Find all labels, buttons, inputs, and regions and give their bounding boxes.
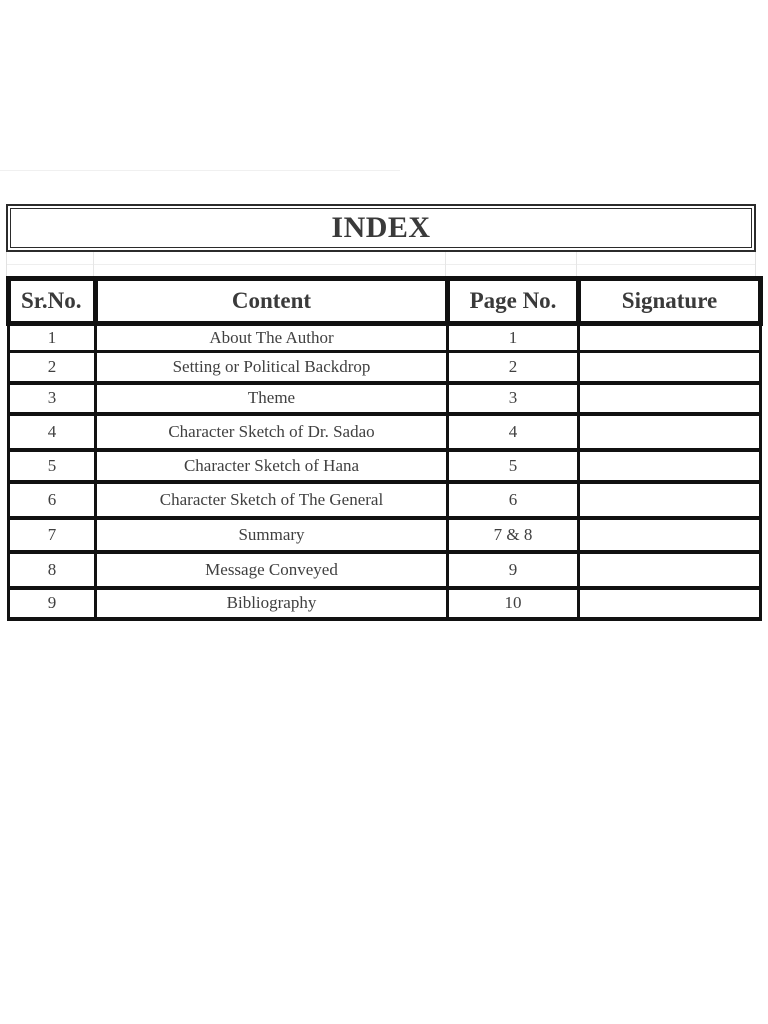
row-page-no: 2	[448, 352, 579, 383]
row-page-no: 7 & 8	[448, 518, 579, 552]
row-sr-no: 5	[9, 450, 96, 482]
table-row	[9, 588, 761, 619]
table-row	[9, 383, 761, 414]
row-signature-cell[interactable]	[579, 482, 761, 518]
table-row	[9, 450, 761, 482]
header-content: Content	[96, 279, 448, 324]
row-signature-cell[interactable]	[579, 552, 761, 588]
row-signature-cell[interactable]	[579, 414, 761, 450]
row-sr-no: 9	[9, 588, 96, 619]
row-sr-no: 8	[9, 552, 96, 588]
row-content: Theme	[96, 383, 448, 414]
row-content: Setting or Political Backdrop	[96, 352, 448, 383]
row-page-no: 4	[448, 414, 579, 450]
row-signature-cell[interactable]	[579, 450, 761, 482]
row-content: Message Conveyed	[96, 552, 448, 588]
spacer-rule	[7, 264, 755, 265]
row-page-no: 5	[448, 450, 579, 482]
index-title-box	[6, 204, 756, 252]
row-signature-cell[interactable]	[579, 588, 761, 619]
row-content: Bibliography	[96, 588, 448, 619]
header-sr-no: Sr.No.	[9, 279, 96, 324]
table-row	[9, 324, 761, 352]
row-signature-cell[interactable]	[579, 518, 761, 552]
row-signature-cell[interactable]	[579, 352, 761, 383]
header-signature: Signature	[579, 279, 761, 324]
table-row	[9, 414, 761, 450]
header-page-no: Page No.	[448, 279, 579, 324]
row-page-no: 3	[448, 383, 579, 414]
row-content: Summary	[96, 518, 448, 552]
row-content: Character Sketch of Hana	[96, 450, 448, 482]
row-content: About The Author	[96, 324, 448, 352]
spacer-divider	[445, 252, 446, 276]
index-title: INDEX	[331, 211, 431, 244]
row-content: Character Sketch of The General	[96, 482, 448, 518]
row-page-no: 10	[448, 588, 579, 619]
header-row	[9, 279, 761, 324]
row-sr-no: 3	[9, 383, 96, 414]
row-sr-no: 1	[9, 324, 96, 352]
row-page-no: 6	[448, 482, 579, 518]
row-sr-no: 7	[9, 518, 96, 552]
table-row	[9, 482, 761, 518]
row-sr-no: 2	[9, 352, 96, 383]
row-sr-no: 4	[9, 414, 96, 450]
table-row	[9, 552, 761, 588]
row-signature-cell[interactable]	[579, 383, 761, 414]
spacer-divider	[93, 252, 94, 276]
table-row	[9, 352, 761, 383]
row-signature-cell[interactable]	[579, 324, 761, 352]
spacer-row	[6, 252, 756, 276]
index-table	[6, 276, 763, 621]
table-row	[9, 518, 761, 552]
row-page-no: 9	[448, 552, 579, 588]
row-page-no: 1	[448, 324, 579, 352]
row-sr-no: 6	[9, 482, 96, 518]
faint-rule	[0, 170, 400, 171]
row-content: Character Sketch of Dr. Sadao	[96, 414, 448, 450]
spacer-divider	[576, 252, 577, 276]
